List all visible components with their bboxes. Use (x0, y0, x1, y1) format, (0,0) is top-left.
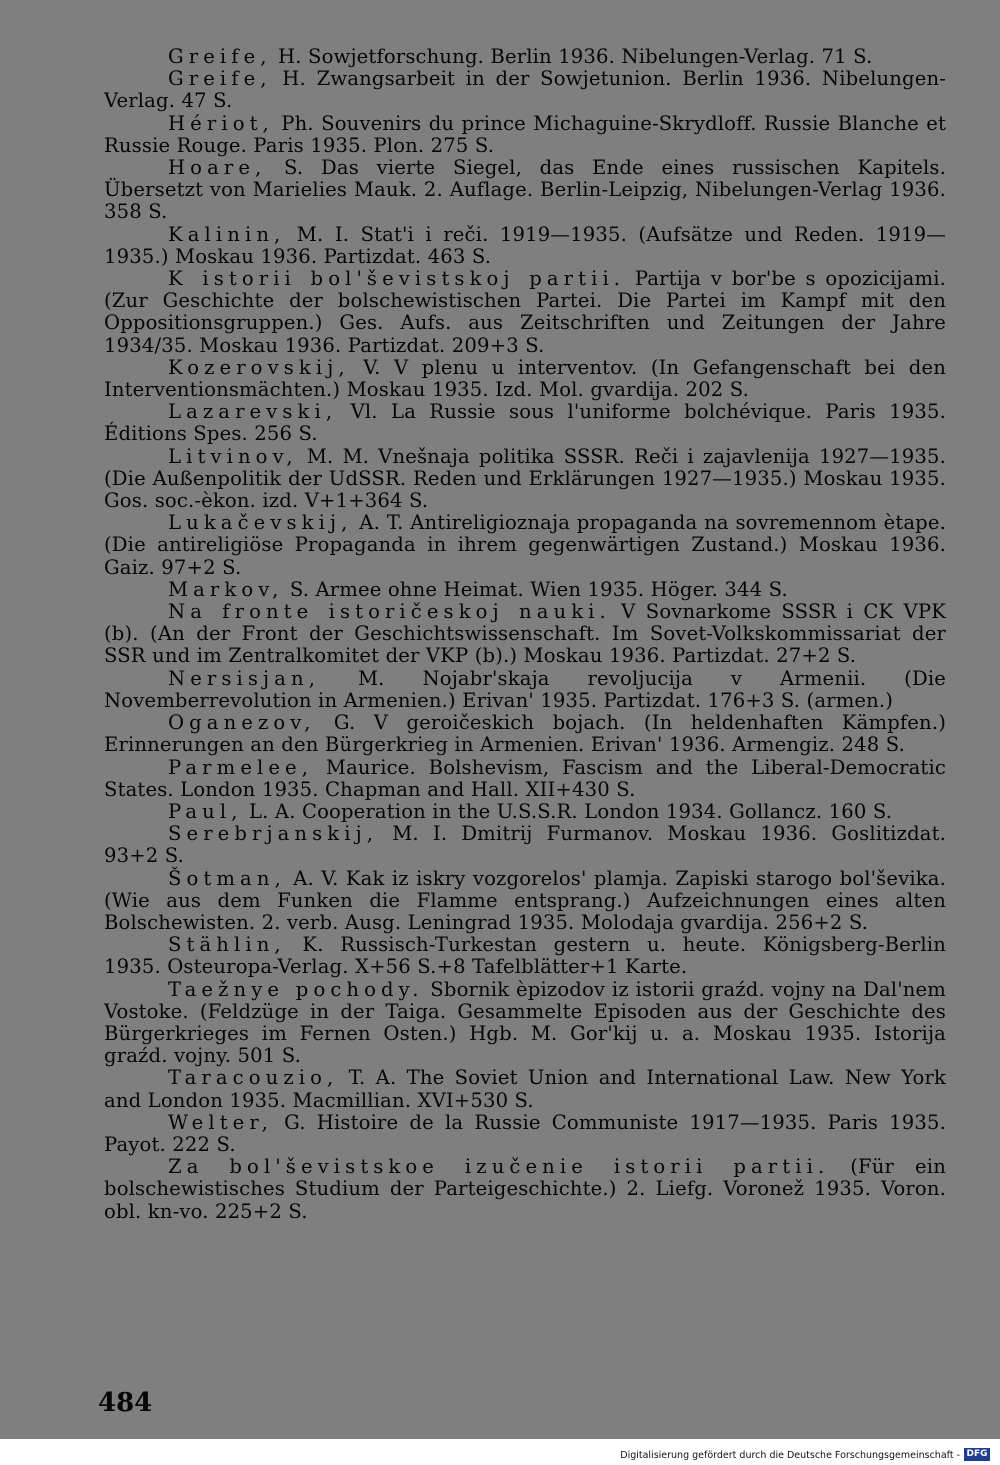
entry-text: M. I. Dmitrij Furmanov. Moskau 1936. Goslitizdat. 93+2 S. (104, 822, 946, 868)
bibliography-list (104, 46, 946, 1223)
entry-author: Welter, (168, 1110, 273, 1134)
entry-text: (Für ein bolschewistisches Studium der Parteigeschichte.) 2. Liefg. Voronež 1935. Voron. obl. kn-vo. 225+2 S. (104, 1155, 946, 1223)
bibliography-entry (104, 823, 946, 867)
entry-author: Litvinov, (168, 444, 298, 468)
entry-text: G. V geroičeskich bojach. (In heldenhaften Kämpfen.) Erinnerungen an den Bürgerkrieg in Armenien. Erivan' 1936. Armengiz. 248 S. (104, 711, 946, 757)
entry-text: V Sovnarkome SSSR i CK VPK (b). (An der Front der Geschichtswissenschaft. Im Sovet-Volkskommissariat der SSR und im Zentralkomitet der VKP (b).) Moskau 1936. Partizdat. 27+2 S. (104, 600, 946, 668)
entry-author: Za bol'ševistskoe izučenie istorii partii. (168, 1155, 830, 1179)
entry-author: Kalinin, (168, 222, 286, 246)
entry-author: Nersisjan, (168, 666, 321, 690)
bibliography-entry (104, 46, 946, 68)
entry-text: A. V. Kak iz iskry vozgorelos' plamja. Zapiski starogo bol'ševika. (Wie aus dem Funken die Flamme entsprang.) Aufzeichnungen eines alten Bolschewisten. 2. verb. Ausg. Leningrad 1935. Molodaja gvardija. 256+2 S. (104, 866, 946, 934)
bibliography-entry (104, 512, 946, 579)
entry-author: Na fronte istoričeskoj nauki. (168, 600, 611, 624)
bibliography-entry (104, 446, 946, 513)
entry-author: Lukačevskij, (168, 511, 353, 535)
bibliography-entry (104, 224, 946, 268)
bibliography-entry (104, 934, 946, 978)
page-number: 484 (98, 1388, 153, 1418)
bibliography-entry (104, 601, 946, 668)
bibliography-entry (104, 113, 946, 157)
bibliography-entry (104, 757, 946, 801)
bibliography-entry (104, 868, 946, 935)
entry-text: Sbornik èpizodov iz istorii graźd. vojny na Dal'nem Vostoke. (Feldzüge in der Taiga. Gesammelte Episoden aus der Geschichte des Bürgerkrieges im Fernen Osten.) Hgb. M. Gor'kij u. a. Moskau 1935. Istorija graźd. vojny. 501 S. (104, 977, 946, 1068)
dfg-logo: DFG (964, 1448, 990, 1461)
bibliography-entry (104, 157, 946, 224)
bibliography-entry (104, 357, 946, 401)
entry-author: Markov, (168, 577, 284, 601)
entry-text: Vl. La Russie sous l'uniforme bolchévique. Paris 1935. Éditions Spes. 256 S. (104, 400, 946, 446)
entry-text: M. I. Stat'i i reči. 1919—1935. (Aufsätze und Reden. 1919—1935.) Moskau 1936. Partizdat. 463 S. (104, 222, 946, 268)
entry-author: Taežnye pochody. (168, 977, 424, 1001)
entry-author: Paul, (168, 799, 243, 823)
bibliography-entry (104, 801, 946, 823)
bibliography-entry (104, 1156, 946, 1223)
entry-author: Lazarevski, (168, 400, 338, 424)
entry-author: Hoare, (168, 156, 267, 180)
bibliography-entry (104, 668, 946, 712)
entry-author: Kozerovskij, (168, 355, 350, 379)
entry-author: Greife, (168, 45, 272, 68)
entry-author: Greife, (168, 67, 272, 91)
entry-author: Šotman, (168, 866, 286, 890)
entry-author: Taracouzio, (168, 1066, 339, 1090)
entry-text: Partija v bor'be s opozicijami. (Zur Geschichte der bolschewistischen Partei. Die Partei im Kampf mit den Oppositionsgruppen.) Ges. Aufs. aus Zeitschriften und Zeitungen der Jahre 1934/35. Moskau 1936. Partizdat. 209+3 S. (104, 267, 946, 357)
entry-author: K istorii bol'ševistskoj partii. (168, 267, 626, 291)
entry-text: K. Russisch-Turkestan gestern u. heute. Königsberg-Berlin 1935. Osteuropa-Verlag. X+56 S.+8 Tafelblätter+1 Karte. (104, 933, 946, 979)
entry-text: Maurice. Bolshevism, Fascism and the Liberal-Democratic States. London 1935. Chapman and Hall. XII+430 S. (104, 755, 946, 801)
bibliography-entry (104, 401, 946, 445)
entry-text: T. A. The Soviet Union and International Law. New York and London 1935. Macmillian. XVI+530 S. (104, 1066, 946, 1112)
entry-text: H. Sowjetforschung. Berlin 1936. Nibelungen-Verlag. 71 S. (271, 45, 873, 68)
entry-text: S. Armee ohne Heimat. Wien 1935. Höger. 344 S. (283, 577, 788, 601)
entry-text: M. M. Vnešnaja politika SSSR. Reči i zajavlenija 1927—1935. (Die Außenpolitik der UdSSR. Reden und Erklärungen 1927—1935.) Moskau 1935. Gos. soc.-èkon. izd. V+1+364 S. (104, 444, 946, 513)
entry-author: Stählin, (168, 933, 286, 957)
entry-text: M. Nojabr'skaja revoljucija v Armenii. (Die Novemberrevolution in Armenien.) Erivan' 1935. Partizdat. 176+3 S. (armen.) (104, 666, 946, 712)
footer-credit: Digitalisierung gefördert durch die Deutsche Forschungsgemeinschaft - (620, 1450, 960, 1461)
bibliography-entry (104, 268, 946, 357)
entry-text: L. A. Cooperation in the U.S.S.R. London 1934. Gollancz. 160 S. (242, 799, 893, 823)
entry-text: S. Das vierte Siegel, das Ende eines russischen Kapitels. Übersetzt von Marielies Mauk. 2. Auflage. Berlin-Leipzig, Nibelungen-Verlag 1936. 358 S. (104, 156, 946, 224)
entry-author: Hériot, (168, 111, 274, 135)
bibliography-entry (104, 68, 946, 112)
bibliography-entry (104, 1067, 946, 1111)
entry-text: G. Histoire de la Russie Communiste 1917—1935. Paris 1935. Payot. 222 S. (104, 1110, 946, 1156)
entry-text: V. V plenu u interventov. (In Gefangenschaft bei den Interventionsmächten.) Moskau 1935. Izd. Mol. gvardija. 202 S. (104, 355, 946, 402)
entry-text: A. T. Antireligioznaja propaganda na sovremennom ètape. (Die antireligiöse Propaganda in ihrem gegenwärtigen Zustand.) Moskau 1936. Gaiz. 97+2 S. (104, 511, 946, 579)
entry-text: Ph. Souvenirs du prince Michaguine-Skrydloff. Russie Blanche et Russie Rouge. Paris 1935. Plon. 275 S. (104, 111, 946, 157)
entry-author: Parmelee, (168, 755, 314, 779)
bibliography-entry (104, 579, 946, 601)
entry-text: H. Zwangsarbeit in der Sowjetunion. Berlin 1936. Nibelungen-Verlag. 47 S. (104, 67, 946, 113)
entry-author: Serebrjanskij, (168, 822, 379, 846)
entry-author: Oganezov, (168, 711, 316, 735)
bibliography-entry (104, 712, 946, 756)
bibliography-entry (104, 1112, 946, 1156)
bibliography-entry (104, 979, 946, 1068)
